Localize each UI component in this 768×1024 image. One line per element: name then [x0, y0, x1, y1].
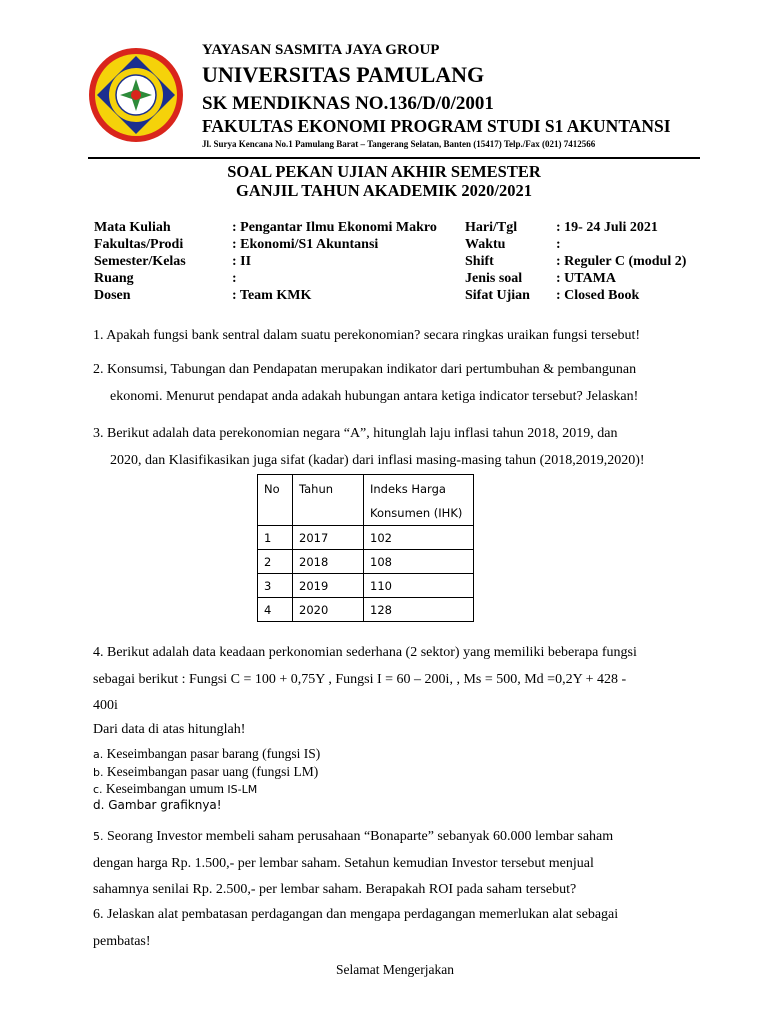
semester-value: : II: [232, 254, 252, 269]
dosen-label: Dosen: [94, 288, 131, 303]
university-name: UNIVERSITAS PAMULANG: [202, 62, 485, 87]
item-a-marker: a.: [93, 748, 104, 761]
item-b-marker: b.: [93, 766, 104, 779]
closing-text: Selamat Mengerjakan: [335, 962, 455, 977]
faculty-name: FAKULTAS EKONOMI PROGRAM STUDI S1 AKUNTANSI: [202, 116, 671, 136]
exam-title-line2: GANJIL TAHUN AKADEMIK 2020/2021: [236, 181, 532, 200]
question-2-line1: 2. Konsumsi, Tabungan dan Pendapatan merupakan indikator dari pertumbuhan & pembangunan: [93, 362, 637, 377]
fakultas-label: Fakultas/Prodi: [94, 237, 184, 252]
university-address: Jl. Surya Kencana No.1 Pamulang Barat – Tangerang Selatan, Banten (15417) Telp./Fax (021) 7412566: [202, 139, 596, 149]
cell-no: 1: [258, 526, 293, 550]
question-4-prompt: Dari data di atas hitunglah!: [93, 722, 246, 737]
info-values-left: [232, 219, 437, 304]
cell-ihk: 110: [364, 574, 474, 598]
info-labels-right: [465, 219, 530, 304]
university-logo: [88, 47, 184, 143]
question-4-line1: 4. Berikut adalah data keadaan perkonomian sederhana (2 sektor) yang memiliki beberapa fungsi: [93, 645, 637, 660]
question-6: [93, 902, 711, 955]
shift-value: : Reguler C (modul 2): [556, 254, 687, 269]
mata-kuliah-label: Mata Kuliah: [94, 220, 171, 235]
table-row: [258, 574, 474, 598]
exam-title-line1: SOAL PEKAN UJIAN AKHIR SEMESTER: [227, 162, 541, 181]
question-4-item-b: [93, 763, 318, 781]
question-5: [93, 824, 711, 904]
shift-label: Shift: [465, 254, 494, 269]
table-header-row: [258, 475, 474, 526]
cell-no: 2: [258, 550, 293, 574]
question-2: [93, 357, 711, 410]
ruang-value: :: [232, 271, 237, 286]
item-c-marker: c.: [93, 783, 103, 796]
cell-tahun: 2017: [293, 526, 364, 550]
question-4-item-a: [93, 745, 320, 763]
cell-no: 3: [258, 574, 293, 598]
decree-number: SK MENDIKNAS NO.136/D/0/2001: [202, 93, 494, 114]
question-5-line1: [93, 824, 711, 851]
dosen-value: : Team KMK: [232, 288, 312, 303]
table-row: [258, 526, 474, 550]
question-3: [93, 421, 711, 474]
header-divider: [88, 157, 700, 159]
item-a-text: Keseimbangan pasar barang (fungsi IS): [103, 746, 321, 761]
question-4-item-c: [93, 780, 257, 798]
question-6-line1: 6. Jelaskan alat pembatasan perdagangan dan mengapa perdagangan memerlukan alat sebagai: [93, 907, 619, 922]
header-ihk-line1: Indeks Harga: [370, 482, 446, 496]
jenis-label: Jenis soal: [465, 271, 523, 286]
question-5-line3: sahamnya senilai Rp. 2.500,- per lembar saham. Berapakah ROI pada saham tersebut?: [93, 882, 577, 897]
foundation-name: YAYASAN SASMITA JAYA GROUP: [202, 42, 440, 58]
cell-ihk: 102: [364, 526, 474, 550]
cell-ihk: 108: [364, 550, 474, 574]
mata-kuliah-value: : Pengantar Ilmu Ekonomi Makro: [232, 220, 437, 235]
cell-tahun: 2019: [293, 574, 364, 598]
ihk-table: [257, 474, 474, 622]
hari-label: Hari/Tgl: [465, 220, 518, 235]
hari-value: : 19- 24 Juli 2021: [556, 220, 658, 235]
info-labels-left: [94, 219, 186, 304]
cell-tahun: 2020: [293, 598, 364, 622]
sifat-label: Sifat Ujian: [465, 288, 530, 303]
fakultas-value: : Ekonomi/S1 Akuntansi: [232, 237, 379, 252]
waktu-label: Waktu: [465, 237, 506, 252]
ruang-label: Ruang: [94, 271, 134, 286]
question-3-line2: 2020, dan Klasifikasikan juga sifat (kadar) dari inflasi masing-masing tahun (2018,2019,2020)!: [110, 452, 645, 468]
question-5-number: 5.: [93, 830, 104, 843]
sifat-value: : Closed Book: [556, 288, 640, 303]
question-2-line2: ekonomi. Menurut pendapat anda adakah hubungan antara ketiga indicator tersebut? Jelaskan!: [110, 388, 639, 404]
header-tahun: Tahun: [293, 475, 364, 526]
question-4: [93, 640, 711, 720]
item-b-text: Keseimbangan pasar uang (fungsi LM): [103, 764, 319, 779]
waktu-value: :: [556, 237, 561, 252]
question-4-item-d: d. Gambar grafiknya!: [93, 798, 222, 812]
question-5-line2: dengan harga Rp. 1.500,- per lembar saham. Setahun kemudian Investor tersebut menjual: [93, 855, 594, 871]
item-c-suffix: IS-LM: [227, 783, 258, 796]
table-row: [258, 598, 474, 622]
header-ihk: [364, 475, 474, 526]
info-values-right: [556, 219, 686, 304]
cell-tahun: 2018: [293, 550, 364, 574]
table-row: [258, 550, 474, 574]
question-4-line3: 400i: [93, 698, 118, 713]
cell-ihk: 128: [364, 598, 474, 622]
item-c-text: Keseimbangan umum: [102, 781, 228, 796]
jenis-value: : UTAMA: [556, 271, 617, 286]
question-3-line1: 3. Berikut adalah data perekonomian negara “A”, hitunglah laju inflasi tahun 2018, 2019, dan: [93, 426, 618, 441]
semester-label: Semester/Kelas: [94, 254, 186, 269]
cell-no: 4: [258, 598, 293, 622]
question-5-text: Seorang Investor membeli saham perusahaan “Bonaparte” sebanyak 60.000 lembar saham: [103, 829, 614, 844]
question-1: 1. Apakah fungsi bank sentral dalam suatu perekonomian? secara ringkas uraikan fungsi tersebut!: [93, 328, 640, 343]
header-ihk-line2: Konsumen (IHK): [370, 506, 463, 520]
question-6-line2: pembatas!: [93, 933, 151, 949]
question-4-line2: sebagai berikut : Fungsi C = 100 + 0,75Y , Fungsi I = 60 – 200i, , Ms = 500, Md =0,2Y + 428 -: [93, 671, 627, 687]
header-no: No: [258, 475, 293, 526]
